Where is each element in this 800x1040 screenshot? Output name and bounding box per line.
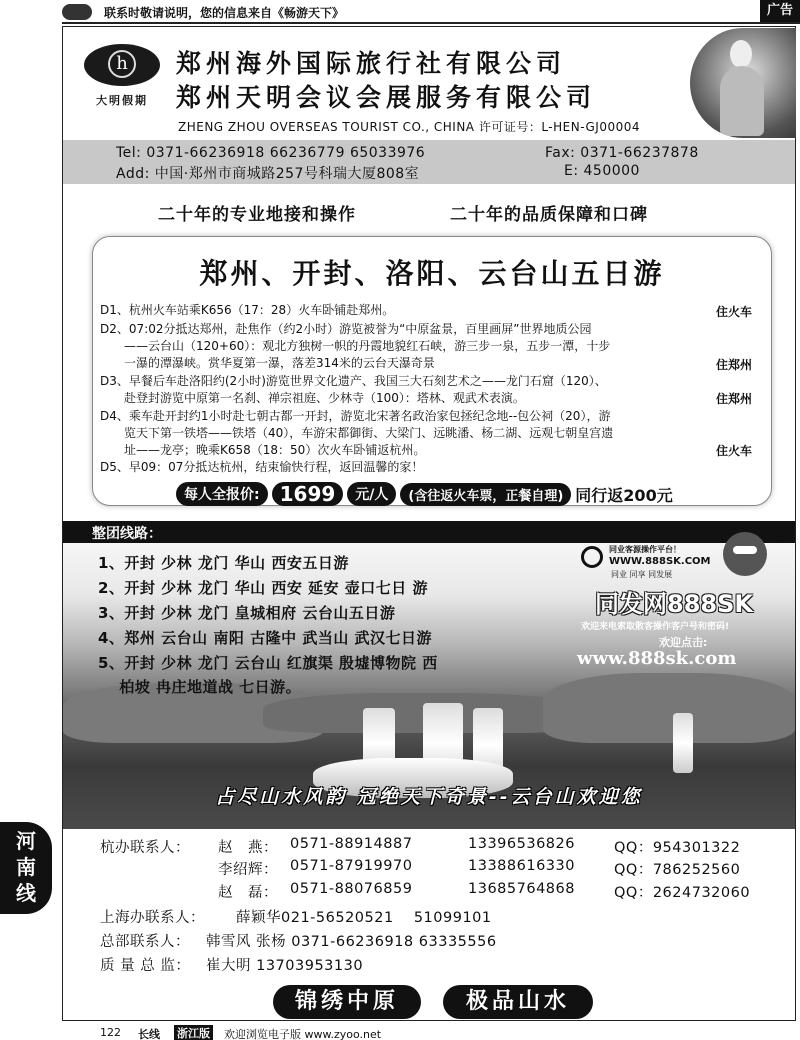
route-3: 3、开封 少林 龙门 皇城相府 云台山五日游 <box>98 604 396 622</box>
route-4: 4、郑州 云台山 南阳 古隆中 武当山 武汉七日游 <box>98 629 433 647</box>
top-bar <box>0 0 800 24</box>
address: Add: 中国·郑州市商城路257号科瑞大厦808室 <box>116 166 420 182</box>
route-5: 5、开封 少林 龙门 云台山 红旗渠 殷墟博物院 西 <box>98 654 438 672</box>
sk-slogan: 同业客源操作平台！ <box>609 545 681 554</box>
itinerary-day-2: D2、07:02分抵达郑州，赴焦作（约2小时）游览被誉为“中原盆景，百里画屏”世界地质公园 ——云台山（120+60）：观北方独树一帜的丹霞地貌红石峡，游三步一泉，五步一潭，十步 一瀑的潭瀑峡。赏华夏第一瀑，落差314米的云台天瀑奇景 <box>100 322 611 370</box>
rebate: 同行返200元 <box>575 485 673 505</box>
buddha-statue-image <box>690 28 796 138</box>
sk-url-link[interactable]: www.888sk.com <box>577 648 737 669</box>
hz-contact-3-name: 赵 磊： <box>218 885 278 901</box>
sk-desc: 欢迎来电索取散客操作客户号和密码! <box>581 622 730 632</box>
qc-contact: 崔大明 13703953130 <box>206 958 364 974</box>
mascot-icon <box>723 532 767 576</box>
brand-logo <box>80 44 164 110</box>
slogan-1: 二十年的专业地接和操作 <box>158 205 356 225</box>
telephone: Tel: 0371-66236918 66236779 65033976 <box>116 145 426 161</box>
stay-day-1: 住火车 <box>715 305 752 319</box>
sk-click: 欢迎点击: <box>659 636 708 649</box>
magazine-logo-icon <box>62 4 92 20</box>
price-note: (含往返火车票，正餐自理) <box>400 483 571 506</box>
page-number: 122 <box>100 1026 121 1039</box>
itinerary-day-1: D1、杭州火车站乘K656（17：28）火车卧铺赴郑州。 <box>100 303 395 317</box>
itinerary-day-5: D5、早09：07分抵达杭州，结束愉快行程，返回温馨的家！ <box>100 460 424 474</box>
hz-contact-2-name: 李绍辉： <box>218 862 278 878</box>
top-divider <box>62 22 800 24</box>
footer-link[interactable]: 欢迎浏览电子版 www.zyoo.net <box>224 1028 382 1040</box>
hz-contact-3-tel: 0571-88076859 <box>290 881 413 897</box>
slogan-2: 二十年的品质保障和口碑 <box>450 205 648 225</box>
side-tab-region: 河 南 线 <box>0 822 52 914</box>
edition-badge: 浙江版 <box>174 1025 213 1040</box>
company-name-2: 郑州天明会议会展服务有限公司 <box>176 83 597 112</box>
hz-contact-1-mobile: 13396536826 <box>468 836 575 852</box>
brand-oval-icon: h <box>84 44 160 86</box>
route-5-cont: 柏坡 冉庄地道战 七日游。 <box>98 678 302 696</box>
qc-label: 质 量 总 监： <box>100 958 191 974</box>
postal-code: E: 450000 <box>564 163 640 179</box>
price-value: 1699 <box>272 482 344 506</box>
stay-day-3: 住郑州 <box>715 392 752 406</box>
sk-brand: 同发网888SK <box>595 590 753 618</box>
company-english: ZHENG ZHOU OVERSEAS TOURIST CO., CHINA 许可证号：L-HEN-GJ00004 <box>178 120 640 134</box>
group-label: 整团线路： <box>92 526 162 542</box>
sk-sub: 同业 同享 同发展 <box>611 570 673 579</box>
hz-contact-label: 杭办联系人： <box>100 840 190 856</box>
hz-contact-3-mobile: 13685764868 <box>468 881 575 897</box>
trademark: TM <box>770 532 782 541</box>
sk-www: WWW.888SK.COM <box>609 556 711 567</box>
price-unit: 元/人 <box>347 482 396 506</box>
footer <box>62 1025 800 1040</box>
hz-contact-1-tel: 0571-88914887 <box>290 836 413 852</box>
company-name-1: 郑州海外国际旅行社有限公司 <box>176 49 567 78</box>
route-2: 2、开封 少林 龙门 华山 西安 延安 壶口七日 游 <box>98 579 428 597</box>
stay-day-4: 住火车 <box>715 444 752 458</box>
route-1: 1、开封 少林 龙门 华山 西安五日游 <box>98 554 349 572</box>
hz-contact-1-qq: QQ：954301322 <box>614 840 741 856</box>
brand-name: 大明假期 <box>96 94 148 107</box>
hq-contact-label: 总部联系人： <box>100 934 190 950</box>
itinerary-day-3: D3、早餐后车赴洛阳约(2小时)游览世界文化遗产、我国三大石刻艺术之——龙门石窟（120）、 赴登封游览中原第一名刹、禅宗祖庭、少林寺（100）：塔林、观武术表演。 <box>100 374 607 405</box>
stay-day-2: 住郑州 <box>715 358 752 372</box>
hz-contact-3-qq: QQ：2624732060 <box>614 885 751 901</box>
hz-contact-1-name: 赵 燕： <box>218 840 278 856</box>
sk-ad <box>575 532 780 672</box>
ad-label: 广告 <box>760 0 800 22</box>
sk-logo-icon <box>581 546 603 568</box>
source-note: 联系时敬请说明，您的信息来自《畅游天下》 <box>104 6 345 20</box>
price-label: 每人全报价: <box>176 482 268 506</box>
sh-contact-label: 上海办联系人： <box>100 910 205 926</box>
hz-contact-2-tel: 0571-87919970 <box>290 858 413 874</box>
itinerary-day-4: D4、乘车赴开封约1小时赴七朝古都一开封，游览北宋著名政治家包拯纪念地--包公祠（20），游 览天下第一铁塔——铁塔（40），车游宋都御街、大梁门、远眺潘、杨二湖、远观七朝皇宫遗 址——龙亭；晚乘K658（18：50）次火车卧铺返杭州。 <box>100 409 614 457</box>
badge-2: 极品山水 <box>443 985 593 1019</box>
tour-title: 郑州、开封、洛阳、云台山五日游 <box>199 257 665 290</box>
hz-contact-2-mobile: 13388616330 <box>468 858 575 874</box>
hz-contact-2-qq: QQ：786252560 <box>614 862 741 878</box>
column-name: 长线 <box>138 1028 160 1040</box>
hq-contact: 韩雪风 张杨 0371-66236918 63335556 <box>206 934 497 950</box>
badge-1: 锦绣中原 <box>273 985 421 1019</box>
scenic-slogan: 占尽山水风韵 冠绝天下奇景--云台山欢迎您 <box>215 786 643 808</box>
price-row <box>176 482 673 506</box>
fax: Fax: 0371-66237878 <box>545 145 699 161</box>
sh-contact: 薛颖华021-56520521 51099101 <box>236 910 492 926</box>
